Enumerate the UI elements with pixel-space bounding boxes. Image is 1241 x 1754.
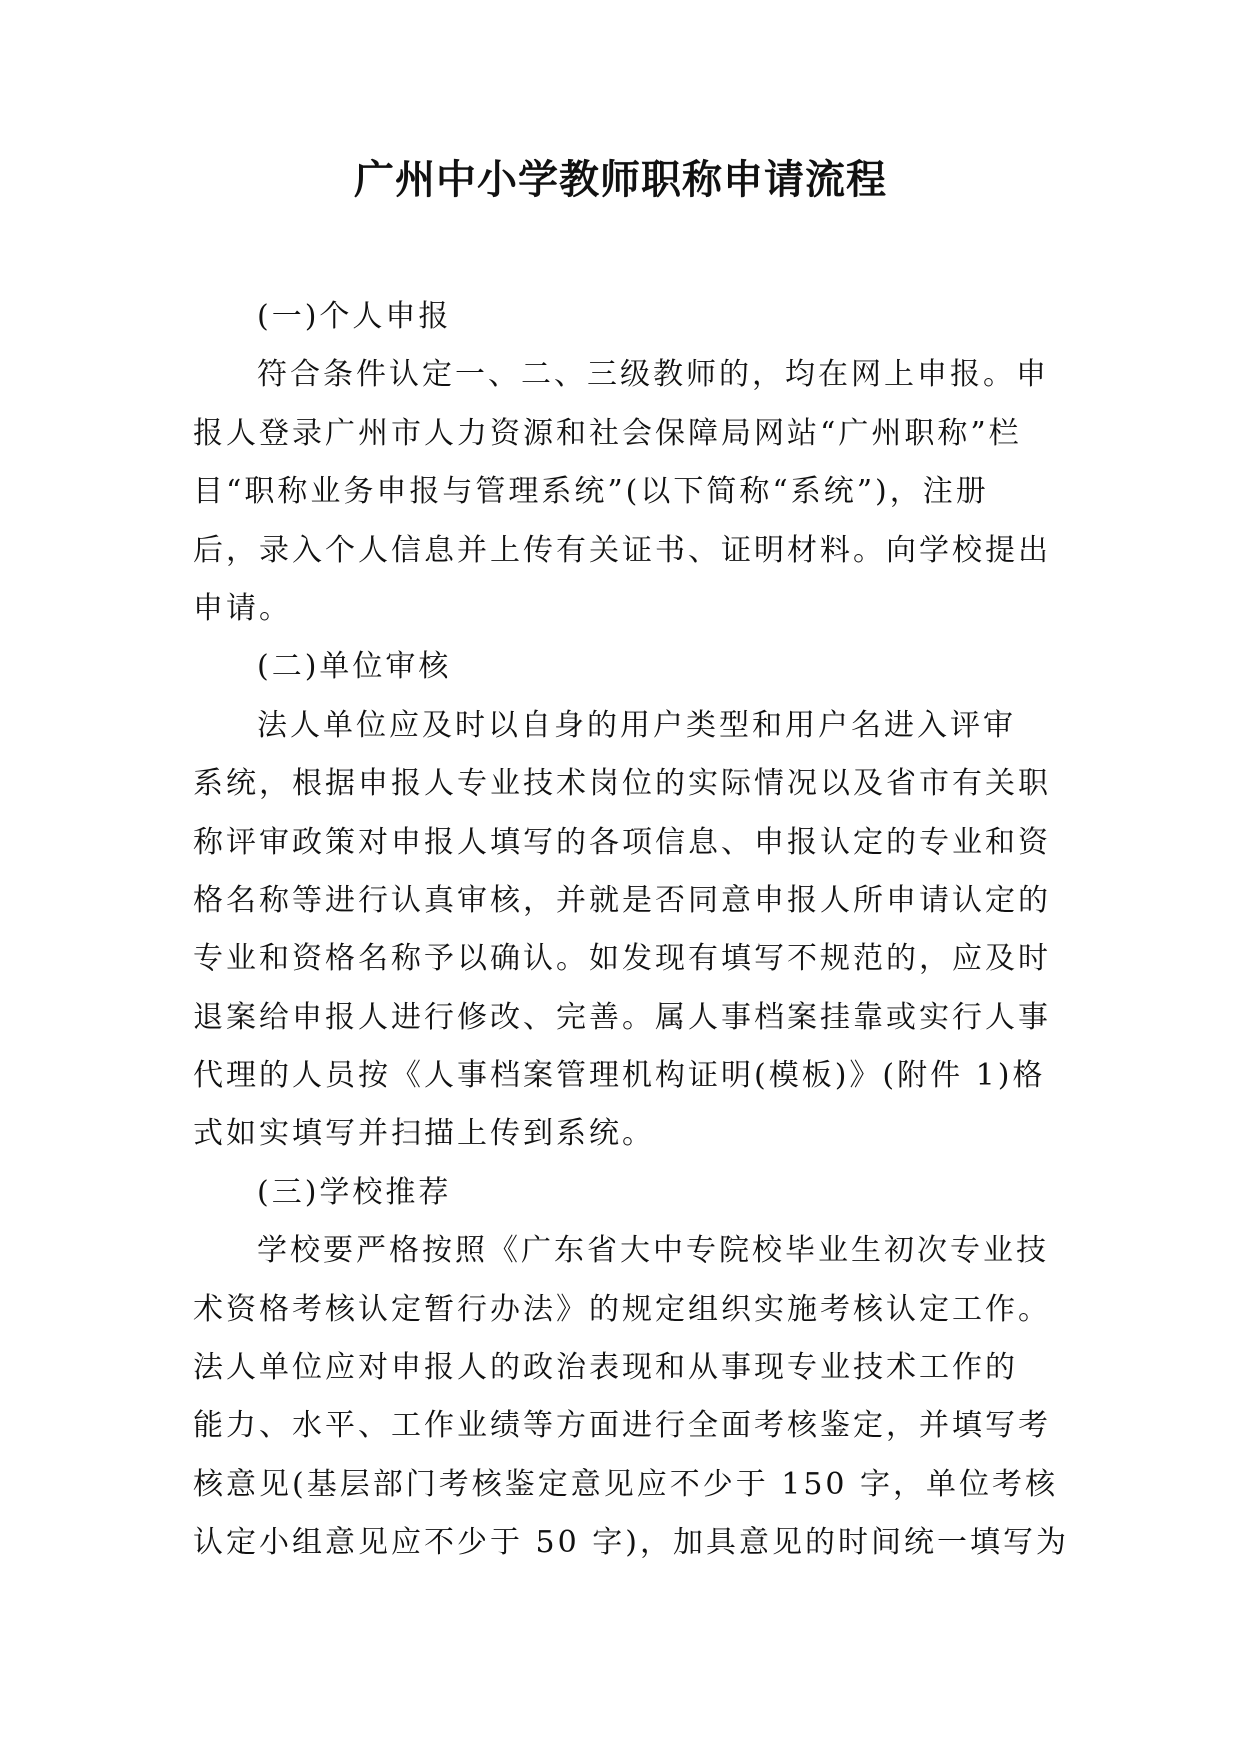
text-line: 符合条件认定一、二、三级教师的，均在网上申报。申 — [257, 357, 1049, 393]
text-line: 法人单位应及时以自身的用户类型和用户名进入评审 — [257, 707, 1016, 743]
document-title: 广州中小学教师职称申请流程 — [354, 157, 887, 203]
text-line: 申请。 — [193, 590, 292, 626]
text-line: 称评审政策对申报人填写的各项信息、申报认定的专业和资 — [193, 824, 1051, 860]
text-line: 学校要严格按照《广东省大中专院校毕业生初次专业技 — [257, 1233, 1049, 1269]
text-line: 系统，根据申报人专业技术岗位的实际情况以及省市有关职 — [193, 766, 1051, 802]
text-line: 法人单位应对申报人的政治表现和从事现专业技术工作的 — [193, 1350, 1018, 1386]
text-line: 后，录入个人信息并上传有关证书、证明材料。向学校提出 — [193, 532, 1051, 568]
document-body — [193, 288, 1069, 1573]
text-line: 格名称等进行认真审核，并就是否同意申报人所申请认定的 — [193, 882, 1051, 918]
text-line: 专业和资格名称予以确认。如发现有填写不规范的，应及时 — [193, 941, 1051, 977]
text-line: 退案给申报人进行修改、完善。属人事档案挂靠或实行人事 — [193, 999, 1051, 1035]
text-line: (三)学校推荐 — [257, 1174, 452, 1210]
text-line: (一)个人申报 — [257, 299, 452, 334]
text-line: 报人登录广州市人力资源和社会保障局网站“广州职称”栏 — [193, 415, 1022, 451]
text-line: 认定小组意见应不少于 50 字)，加具意见的时间统一填写为 — [193, 1525, 1069, 1561]
text-line: (二)单位审核 — [257, 649, 452, 685]
text-line: 能力、水平、工作业绩等方面进行全面考核鉴定，并填写考 — [193, 1408, 1051, 1444]
text-line: 代理的人员按《人事档案管理机构证明(模板)》(附件 1)格 — [193, 1058, 1046, 1094]
text-line: 式如实填写并扫描上传到系统。 — [193, 1116, 655, 1152]
text-line: 目“职称业务申报与管理系统”(以下简称“系统”)，注册 — [193, 474, 989, 510]
text-line: 术资格考核认定暂行办法》的规定组织实施考核认定工作。 — [193, 1291, 1051, 1327]
text-line: 核意见(基层部门考核鉴定意见应不少于 150 字，单位考核 — [193, 1466, 1059, 1502]
